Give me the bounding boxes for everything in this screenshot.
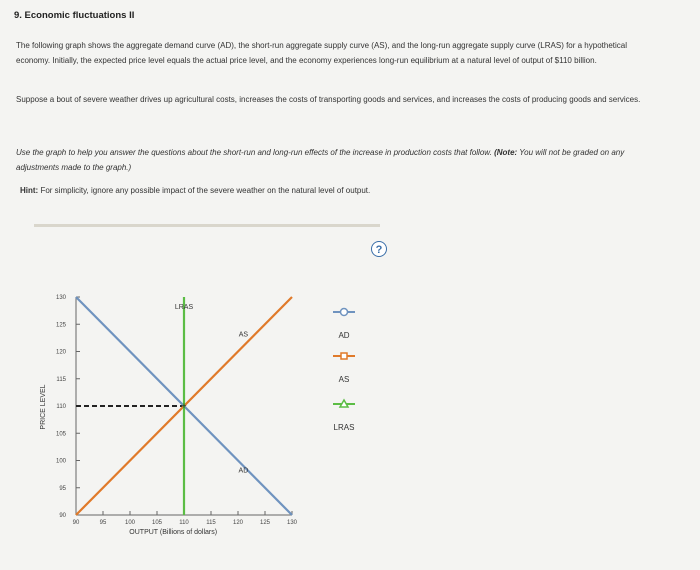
- x-tick-label: 115: [206, 520, 216, 526]
- legend-triangle-icon[interactable]: [340, 400, 348, 407]
- note-text: You will not be graded on any adjustments made to the graph.): [16, 148, 625, 172]
- legend-ad-label: AD: [338, 331, 350, 340]
- legend-circle-icon[interactable]: [341, 309, 348, 316]
- y-tick-label: 115: [56, 376, 66, 383]
- curve-label-as: AS: [238, 331, 249, 339]
- x-tick-label: 130: [286, 520, 298, 526]
- hint-label: Hint:: [20, 186, 39, 195]
- y-tick-label: 90: [59, 513, 66, 519]
- y-tick-label: 130: [55, 295, 66, 301]
- y-tick-label: 110: [56, 404, 66, 410]
- equilibrium-marker: +: [181, 401, 187, 411]
- instructions-text: Use the graph to help you answer the questions about the short-run and long-run effects of the increase in production costs that follow.: [16, 148, 492, 157]
- y-tick-label: 125: [55, 322, 66, 329]
- x-axis-label: OUTPUT (Billions of dollars): [129, 529, 218, 536]
- legend-square-icon[interactable]: [341, 353, 347, 359]
- curve-label-lras: LRAS: [174, 304, 194, 311]
- legend-lras-label: LRAS: [333, 423, 355, 432]
- x-tick-label: 120: [232, 520, 244, 526]
- help-button[interactable]: ?: [371, 241, 387, 257]
- y-tick-label: 120: [55, 349, 66, 356]
- hint-text: For simplicity, ignore any possible impact of the severe weather on the natural level of output.: [40, 186, 371, 195]
- x-tick-label: 110: [179, 520, 189, 526]
- question-scenario: Suppose a bout of severe weather drives up agricultural costs, increases the costs of transporting goods and services, and increases the costs of producing goods and services.: [16, 95, 641, 104]
- y-tick-label: 100: [55, 458, 66, 465]
- y-axis-label: PRICE LEVEL: [40, 384, 47, 430]
- y-tick-label: 105: [55, 431, 66, 438]
- question-title: 9. Economic fluctuations II: [14, 10, 135, 21]
- question-intro: The following graph shows the aggregate demand curve (AD), the short-run aggregate supply curve (AS), and the long-run aggregate supply curve (LRAS) for a hypothetical economy. Initially, the expected price level equals the actual price level, and the economy experiences long-run equilibrium at a natural level of output of $110 billion.: [16, 41, 628, 65]
- x-tick-label: 125: [259, 520, 271, 526]
- note-label: (Note:: [494, 148, 518, 157]
- x-tick-label: 95: [99, 520, 107, 526]
- legend-as-label: AS: [338, 375, 350, 384]
- x-tick-label: 105: [151, 520, 163, 526]
- curve-label-ad: AD: [238, 467, 249, 475]
- x-tick-label: 100: [124, 520, 136, 526]
- x-tick-label: 90: [72, 520, 80, 526]
- y-tick-label: 95: [59, 485, 66, 492]
